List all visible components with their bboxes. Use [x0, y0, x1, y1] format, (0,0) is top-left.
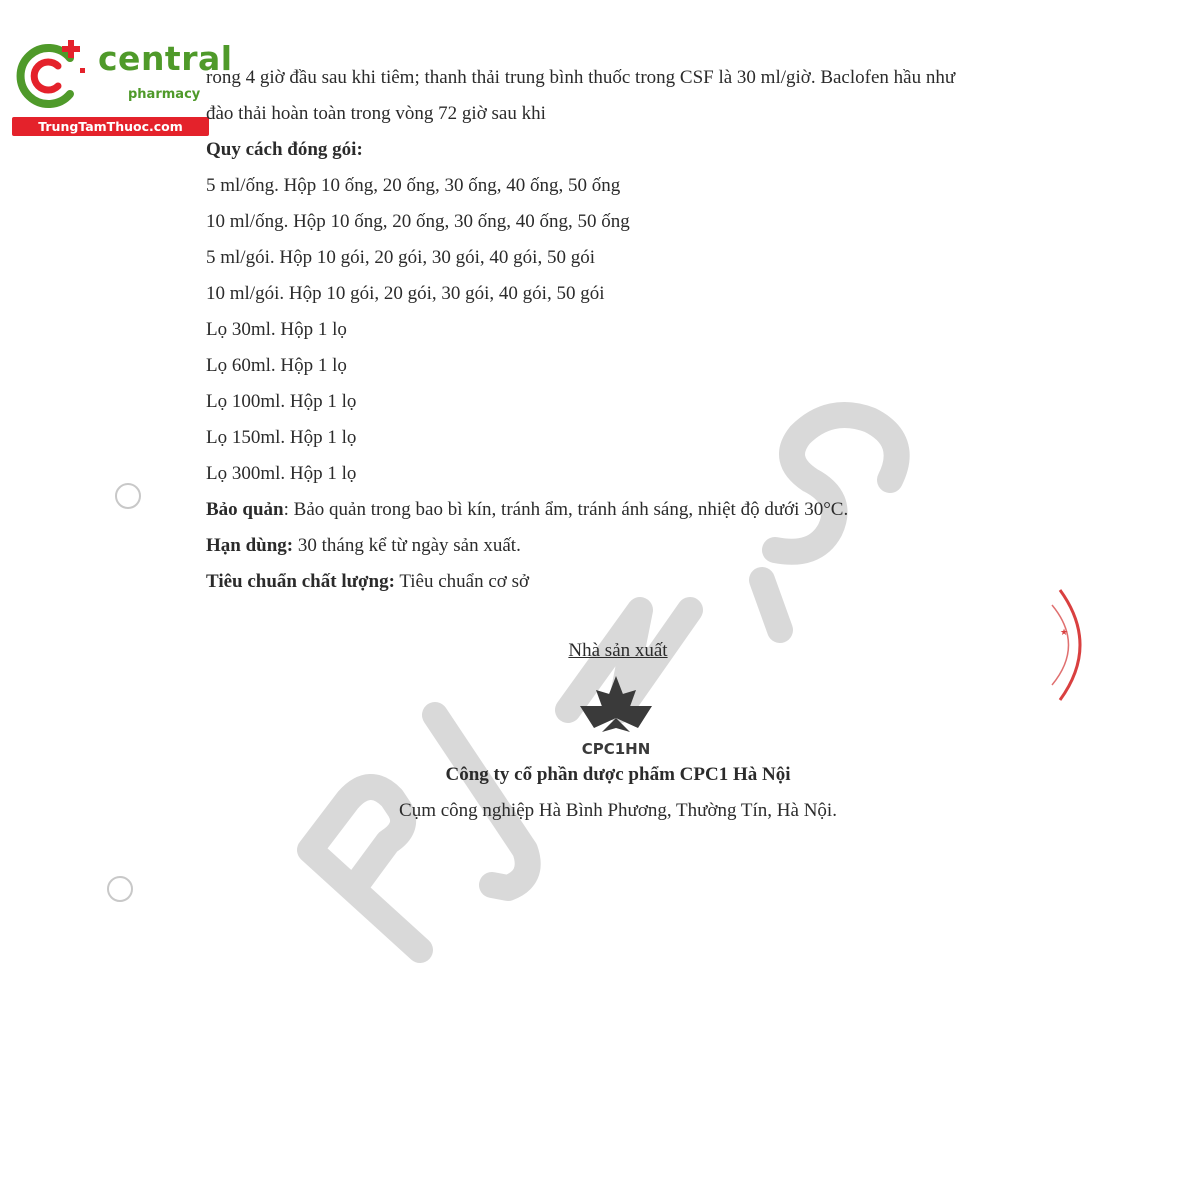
- quality-text: Tiêu chuẩn cơ sở: [394, 571, 530, 592]
- quality-label: Tiêu chuẩn chất lượng:: [206, 571, 395, 592]
- packaging-item: Lọ 60ml. Hộp 1 lọ: [206, 355, 347, 376]
- shelf-life-row: [206, 530, 1106, 566]
- manufacturer-heading: [0, 640, 1200, 662]
- manufacturer-heading-text: Nhà sản xuất: [568, 640, 668, 661]
- storage-text: : Bảo quản trong bao bì kín, tránh ẩm, tránh ánh sáng, nhiệt độ dưới 30°C.: [283, 499, 849, 520]
- packaging-item: Lọ 150ml. Hộp 1 lọ: [206, 427, 357, 448]
- packaging-list: [206, 170, 1106, 494]
- shelf-life-label: Hạn dùng:: [206, 535, 294, 556]
- company-address: Cụm công nghiệp Hà Bình Phương, Thường Tín, Hà Nội.: [399, 800, 837, 821]
- packaging-item: Lọ 300ml. Hộp 1 lọ: [206, 463, 357, 484]
- packaging-item: Lọ 100ml. Hộp 1 lọ: [206, 391, 357, 412]
- packaging-item: 5 ml/ống. Hộp 10 ống, 20 ống, 30 ống, 40 ống, 50 ống: [206, 175, 621, 196]
- pharmacy-cross-icon: [12, 36, 92, 116]
- packaging-item: 5 ml/gói. Hộp 10 gói, 20 gói, 30 gói, 40 gói, 50 gói: [206, 247, 595, 268]
- packaging-item: 10 ml/ống. Hộp 10 ống, 20 ống, 30 ống, 40 ống, 50 ống: [206, 211, 630, 232]
- brand-subtitle: pharmacy: [128, 87, 201, 102]
- brand-name: central: [98, 39, 233, 78]
- punch-hole-bottom: [107, 876, 133, 902]
- storage-label: Bảo quản: [206, 499, 284, 520]
- quality-row: [206, 566, 1106, 602]
- intro-line-1: rong 4 giờ đầu sau khi tiêm; thanh thải trung bình thuốc trong CSF là 30 ml/giờ. Baclofen hầu như: [206, 67, 956, 88]
- packaging-title: Quy cách đóng gói:: [206, 139, 363, 160]
- brand-url-banner[interactable]: TrungTamThuoc.com: [12, 117, 209, 136]
- cpc1hn-logo: [566, 672, 666, 762]
- company-name: Công ty cổ phần dược phẩm CPC1 Hà Nội: [445, 764, 791, 785]
- punch-hole-top: [115, 483, 141, 509]
- packaging-item: Lọ 30ml. Hộp 1 lọ: [206, 319, 347, 340]
- central-pharmacy-logo[interactable]: [12, 36, 233, 136]
- storage-row: [206, 494, 1106, 530]
- cpc1hn-logo-text: CPC1HN: [581, 740, 651, 758]
- svg-text:★: ★: [1060, 628, 1069, 638]
- shelf-life-text: 30 tháng kể từ ngày sản xuất.: [293, 535, 521, 556]
- intro-line-2: đào thải hoàn toàn trong vòng 72 giờ sau khi: [206, 103, 546, 124]
- packaging-item: 10 ml/gói. Hộp 10 gói, 20 gói, 30 gói, 40 gói, 50 gói: [206, 283, 605, 304]
- document-body: [206, 62, 1106, 602]
